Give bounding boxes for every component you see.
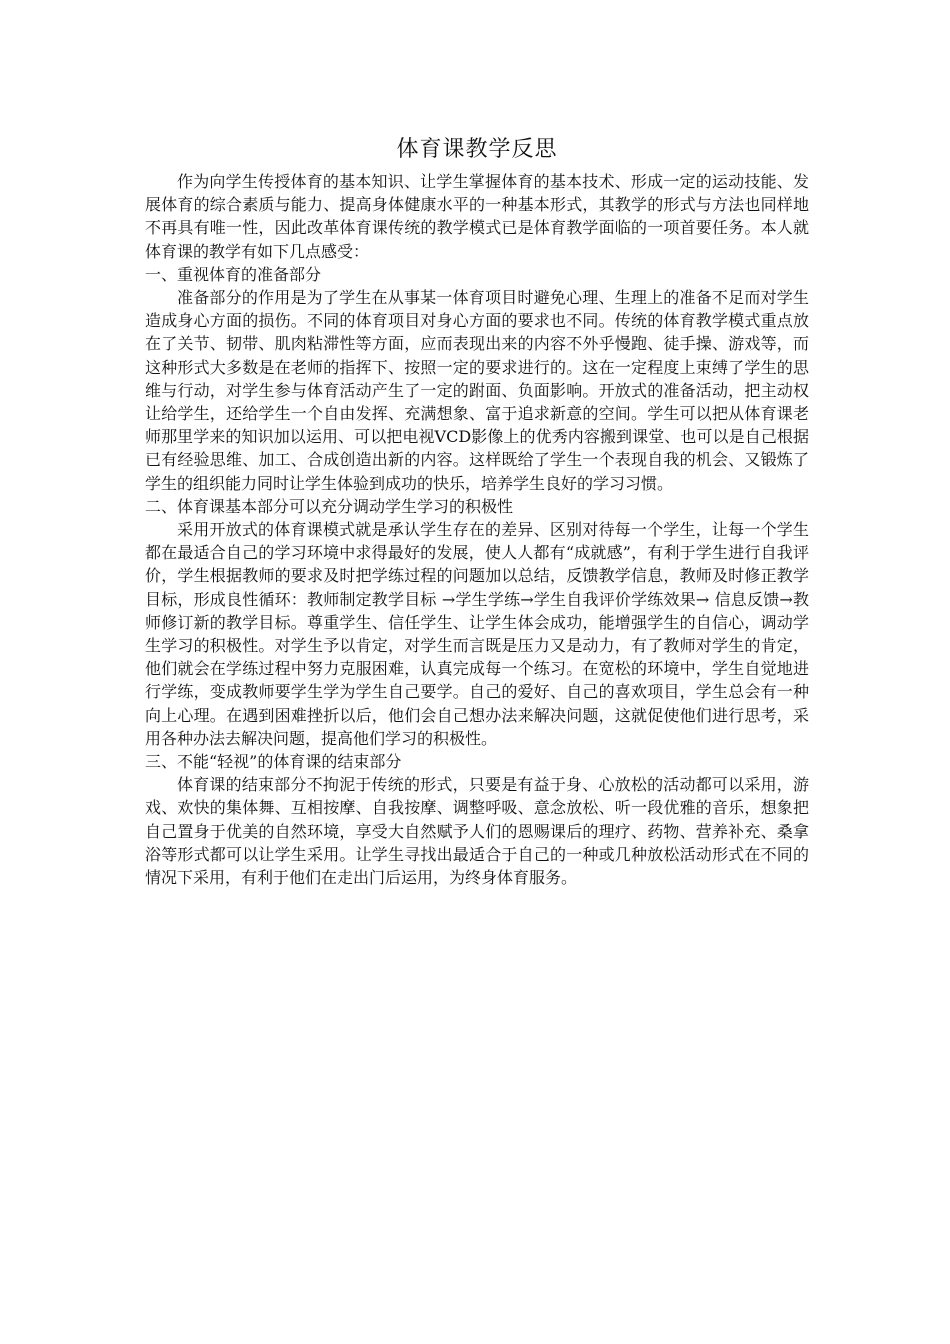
section-2-heading: 二、体育课基本部分可以充分调动学生学习的积极性	[145, 496, 514, 516]
intro-paragraph: 作为向学生传授体育的基本知识、让学生掌握体育的基本技术、形成一定的运动技能、发展体育的综合素质与能力、提高身体健康水平的一种基本形式，其教学的形式与方法也同样地不再具有唯一性，因此改革体育课传统的教学模式已是体育教学面临的一项首要任务。本人就体育课的教学有如下几点感受：	[145, 172, 809, 261]
document-page	[145, 130, 809, 889]
document-title: 体育课教学反思	[396, 137, 558, 162]
section-2-body: 采用开放式的体育课模式就是承认学生存在的差异、区别对待每一个学生，让每一个学生都在最适合自己的学习环境中求得最好的发展，使人人都有“成就感”，有利于学生进行自我评价，学生根据教师的要求及时把学练过程的问题加以总结，反馈教学信息，教师及时修正教学目标，形成良性循环：教师制定教学目标 →学生学练→学生自我评价学练效果→ 信息反馈→教师修订新的教学目标。尊重学生、信任学生、让学生体会成功，能增强学生的自信心，调动学生学习的积极性。对学生予以肯定，对学生而言既是压力又是动力，有了教师对学生的肯定，他们就会在学练过程中努力克服困难，认真完成每一个练习。在宽松的环境中，学生自觉地进行学练，变成教师要学生学为学生自己要学。自己的爱好、自己的喜欢项目，学生总会有一种向上心理。在遇到困难挫折以后，他们会自己想办法来解决问题，这就促使他们进行思考，采用各种办法去解决问题，提高他们学习的积极性。	[145, 520, 809, 748]
section-1-body: 准备部分的作用是为了学生在从事某一体育项目时避免心理、生理上的准备不足而对学生造成身心方面的损伤。不同的体育项目对身心方面的要求也不同。传统的体育教学模式重点放在了关节、韧带、肌肉粘滞性等方面，应而表现出来的内容不外乎慢跑、徒手操、游戏等，而这种形式大多数是在老师的指挥下、按照一定的要求进行的。这在一定程度上束缚了学生的思维与行动，对学生参与体育活动产生了一定的跗面、负面影响。开放式的准备活动，把主动权让给学生，还给学生一个自由发挥、充满想象、富于追求新意的空间。学生可以把从体育课老师那里学来的知识加以运用、可以把电视VCD影像上的优秀内容搬到课堂、也可以是自己根据已有经验思维、加工、合成创造出新的内容。这样既给了学生一个表现自我的机会、又锻炼了学生的组织能力同时让学生体验到成功的快乐，培养学生良好的学习习惯。	[145, 288, 809, 493]
section-3-body: 体育课的结束部分不拘泥于传统的形式，只要是有益于身、心放松的活动都可以采用，游戏、欢快的集体舞、互相按摩、自我按摩、调整呼吸、意念放松、听一段优雅的音乐，想象把自己置身于优美的自然环境，享受大自然赋予人们的恩赐课后的理疗、药物、营养补充、桑拿浴等形式都可以让学生采用。让学生寻找出最适合于自己的一种或几种放松活动形式在不同的情况下采用，有利于他们在走出门后运用，为终身体育服务。	[145, 775, 809, 888]
section-1-heading: 一、重视体育的准备部分	[145, 264, 322, 284]
section-3-heading: 三、不能“轻视”的体育课的结束部分	[145, 752, 402, 772]
